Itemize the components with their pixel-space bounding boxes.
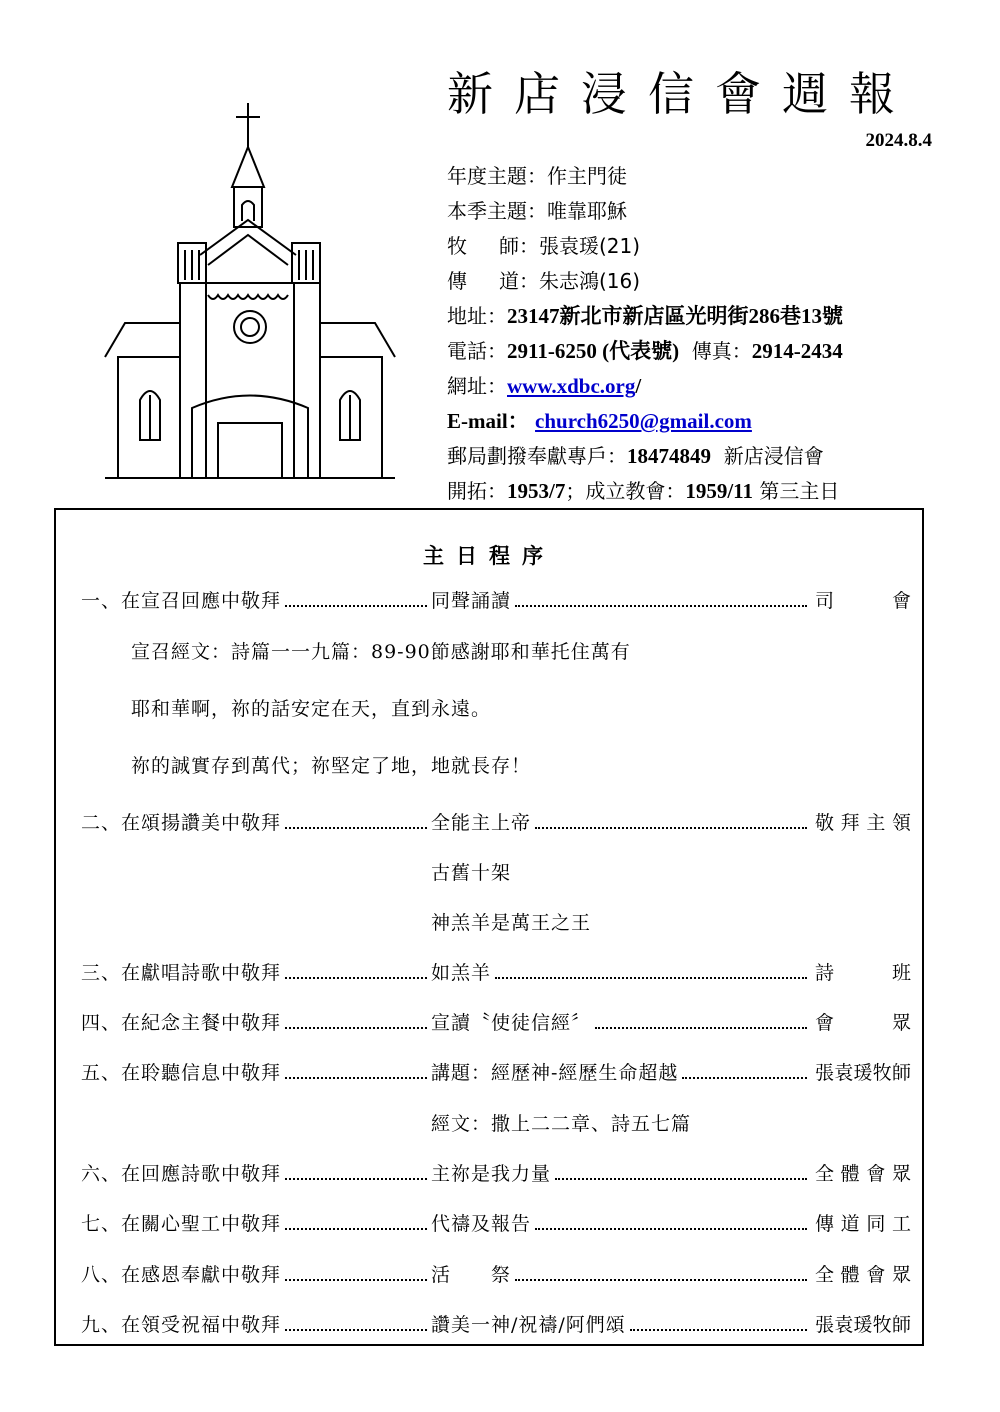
program-person: 全體會眾 [815,1163,911,1185]
address-label: 地址： [447,304,507,328]
founded-label: 開拓： [447,479,507,503]
program-part: 六、在回應詩歌中敬拜 [81,1163,282,1185]
call-line: 耶和華啊，祢的話安定在天，直到永遠。 [131,698,492,720]
dot-leader [285,1008,427,1029]
website-suffix: / [635,374,642,398]
postal-line [447,440,824,469]
dot-leader [515,1260,807,1281]
dot-leader [535,808,807,829]
program-row [81,1260,911,1290]
email-label: E-mail： [447,409,529,433]
bulletin-date: 2024.8.4 [865,130,932,151]
program-row [81,1058,911,1088]
program-row [81,586,911,616]
dot-leader [682,1058,807,1079]
program-content: 主祢是我力量 [431,1163,552,1185]
postal-account: 18474849 [627,444,711,468]
preacher-line [447,265,640,294]
program-box [54,508,924,1346]
program-person: 敬拜主領 [815,812,911,834]
dot-leader [285,958,427,979]
program-row [81,1310,911,1340]
program-content: 全能主上帝 [431,812,532,834]
church-illustration-icon [100,95,400,490]
website-label: 網址： [447,374,507,398]
season-theme-label: 本季主題： [447,199,547,223]
season-theme [447,195,627,224]
dot-leader [285,1209,427,1230]
pastor-name: ：張袁瑗(21) [519,234,641,258]
phone-line [447,335,843,365]
dot-leader [495,958,807,979]
established-label: ；成立教會： [565,479,686,503]
bulletin-title: 新店浸信會週報 [447,67,916,121]
year-theme [447,160,627,189]
dot-leader [555,1159,807,1180]
program-content: 宣讀〝使徒信經〞 [431,1012,592,1034]
dot-leader [630,1310,807,1331]
email-link[interactable]: church6250@gmail.com [535,409,752,433]
program-content: 活 祭 [431,1264,512,1286]
pastor-line [447,230,640,259]
program-content: 代禱及報告 [431,1213,532,1235]
program-content: 講題：經歷神-經歷生命超越 [431,1062,679,1084]
program-row [81,1008,911,1038]
program-part: 四、在紀念主餐中敬拜 [81,1012,282,1034]
hymn-line: 神羔羊是萬王之王 [431,912,592,934]
dot-leader [285,586,427,607]
preacher-label: 傳 道 [447,269,519,293]
call-line: 宣召經文：詩篇一一九篇：89-90節感謝耶和華托住萬有 [131,641,631,663]
email-line [447,405,752,435]
dot-leader [285,1058,427,1079]
program-part: 三、在獻唱詩歌中敬拜 [81,962,282,984]
website-line [447,370,641,399]
program-part: 一、在宣召回應中敬拜 [81,590,282,612]
preacher-name: ：朱志鴻(16) [519,269,641,293]
dot-leader [285,808,427,829]
phone-label: 電話： [447,339,507,363]
program-person: 全體會眾 [815,1264,911,1286]
program-row [81,1159,911,1189]
founded-value: 1953/7 [507,479,566,503]
program-content: 讚美一神/祝禱/阿們頌 [431,1314,626,1336]
dot-leader [285,1260,427,1281]
program-part: 八、在感恩奉獻中敬拜 [81,1264,282,1286]
program-content: 同聲誦讀 [431,590,512,612]
year-theme-value: 作主門徒 [547,164,627,188]
year-theme-label: 年度主題： [447,164,547,188]
season-theme-value: 唯靠耶穌 [547,199,627,223]
program-part: 五、在聆聽信息中敬拜 [81,1062,282,1084]
phone-value: 2911-6250 (代表號) [507,339,680,363]
scripture-line: 經文：撒上二二章、詩五七篇 [431,1113,692,1135]
fax-label: 傳真： [691,339,752,363]
program-row [81,808,911,838]
pastor-label: 牧 師 [447,234,519,258]
sunday-label: 第三主日 [759,479,840,503]
program-person: 傳道同工 [815,1213,911,1235]
program-part: 九、在領受祝福中敬拜 [81,1314,282,1336]
program-person: 會眾 [815,1012,911,1034]
program-part: 二、在頌揚讚美中敬拜 [81,812,282,834]
program-row [81,1209,911,1239]
founded-line [447,475,839,504]
call-line: 祢的誠實存到萬代；祢堅定了地，地就長存！ [131,755,532,777]
website-link[interactable]: www.xdbc.org [507,374,636,398]
program-content: 如羔羊 [431,962,492,984]
program-part: 七、在關心聖工中敬拜 [81,1213,282,1235]
program-person: 詩班 [815,962,911,984]
program-person: 司會 [815,590,911,612]
hymn-line: 古舊十架 [431,862,512,884]
dot-leader [285,1159,427,1180]
program-person: 張袁瑗牧師 [815,1062,911,1084]
fax-value: 2914-2434 [751,339,843,363]
dot-leader [515,586,807,607]
dot-leader [535,1209,807,1230]
program-person: 張袁瑗牧師 [815,1314,911,1336]
program-row [81,958,911,988]
dot-leader [595,1008,807,1029]
established-value: 1959/11 [685,479,754,503]
address-value: 23147新北市新店區光明街286巷13號 [507,304,843,328]
address-line [447,300,843,330]
postal-label: 郵局劃撥奉獻專戶： [447,444,627,468]
postal-name: 新店浸信會 [723,444,824,468]
program-title: 主日程序 [423,543,555,568]
dot-leader [285,1310,427,1331]
